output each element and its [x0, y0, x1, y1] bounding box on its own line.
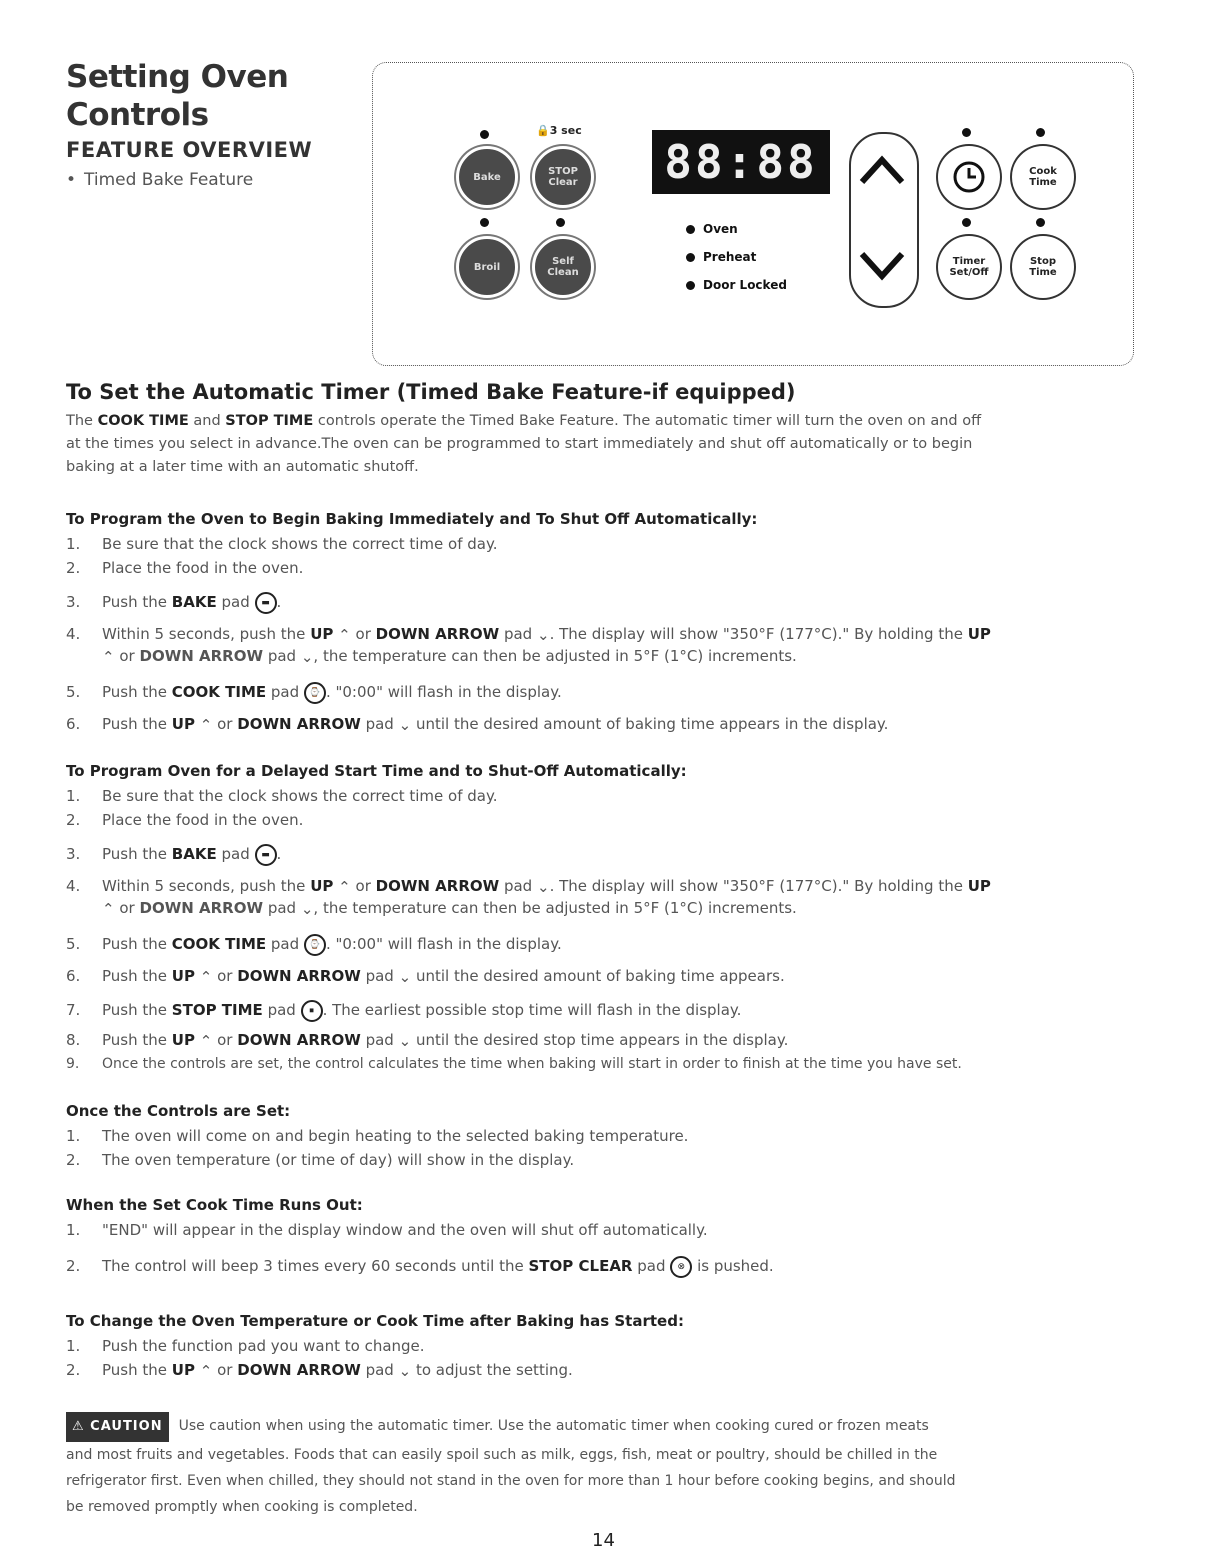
feature-overview-heading: FEATURE OVERVIEW: [66, 138, 313, 162]
list-item-continued: ⌃ or DOWN ARROW pad ⌄, the temperature can then be adjusted in 5°F (1°C) increments.: [102, 647, 797, 666]
stop-time-pad-icon: ⏹: [301, 1000, 323, 1022]
indicator-led: [962, 128, 971, 137]
up-arrow-icon: ⌃: [199, 715, 213, 734]
up-arrow-icon: ⌃: [199, 967, 213, 986]
indicator-led: [480, 130, 489, 139]
list-item: 1. Be sure that the clock shows the correct time of day.: [66, 787, 498, 805]
list-item: 1. "END" will appear in the display window and the oven will shut off automatically.: [66, 1221, 708, 1239]
list-item: 6. Push the UP ⌃ or DOWN ARROW pad ⌄ until the desired amount of baking time appears.: [66, 964, 1146, 989]
self-clean-pad[interactable]: Self Clean: [532, 236, 594, 298]
broil-pad[interactable]: Broil: [456, 236, 518, 298]
caution-paragraph: ⚠ CAUTION Use caution when using the automatic timer. Use the automatic timer when cooking cured or frozen meats and most fruits and vegetables. Foods that can easily spoil such as milk, eggs, fish, meat or poultry, should be chilled in the refrigerator first. Even when chilled, they should not stand in the oven for more than 1 hour before cooking begins, and should be removed promptly when cooking is completed.: [66, 1412, 1146, 1520]
down-arrow-icon: ⌄: [398, 967, 412, 986]
down-arrow-pad[interactable]: [858, 248, 906, 284]
list-item: 2. Place the food in the oven.: [66, 811, 304, 829]
indicator-led: [480, 218, 489, 227]
bake-pad-icon: ▬: [255, 844, 277, 866]
indicator-led: [1036, 218, 1045, 227]
lock-indicator: 🔒3 sec: [536, 124, 582, 137]
status-led: [686, 225, 695, 234]
list-item: 2. Push the UP ⌃ or DOWN ARROW pad ⌄ to adjust the setting.: [66, 1358, 1146, 1383]
stop-clear-pad[interactable]: STOP Clear: [532, 146, 594, 208]
intro-paragraph: The COOK TIME and STOP TIME controls operate the Timed Bake Feature. The automatic timer will turn the oven on and off at the times you select in advance.The oven can be programmed to start immediately and shut off automatically or to begin baking at a later time with an automatic shutoff.: [66, 413, 982, 475]
down-arrow-icon: ⌄: [537, 877, 550, 896]
list-item: 3. Push the BAKE pad ▬ .: [66, 842, 1146, 866]
feature-bullet: • Timed Bake Feature: [66, 170, 254, 190]
bake-pad[interactable]: Bake: [456, 146, 518, 208]
timer-set-off-pad[interactable]: Timer Set/Off: [938, 236, 1000, 298]
status-oven: Oven: [686, 222, 738, 236]
list-item: 4. Within 5 seconds, push the UP ⌃ or DOWN ARROW pad ⌄. The display will show "350°F (177°C)." By holding the UP: [66, 622, 1146, 647]
indicator-led: [962, 218, 971, 227]
list-item: 5. Push the COOK TIME pad ⌚ . "0:00" will flash in the display.: [66, 680, 1146, 704]
indicator-led: [556, 218, 565, 227]
up-arrow-icon: ⌃: [338, 625, 351, 644]
list-item: 1. Push the function pad you want to change.: [66, 1337, 425, 1355]
up-arrow-icon: ⌃: [199, 1031, 213, 1050]
indicator-led: [1036, 128, 1045, 137]
list-item: 1. The oven will come on and begin heating to the selected baking temperature.: [66, 1127, 689, 1145]
status-led: [686, 281, 695, 290]
cook-time-pad[interactable]: Cook Time: [1012, 146, 1074, 208]
section-heading: To Program Oven for a Delayed Start Time and to Shut-Off Automatically:: [66, 762, 687, 780]
down-arrow-icon: ⌄: [398, 715, 412, 734]
control-panel-diagram: [372, 62, 1134, 366]
section-heading: When the Set Cook Time Runs Out:: [66, 1196, 363, 1214]
down-arrow-icon: ⌄: [398, 1031, 412, 1050]
down-arrow-icon: ⌄: [398, 1361, 412, 1380]
clock-pad[interactable]: [938, 146, 1000, 208]
list-item: 6. Push the UP ⌃ or DOWN ARROW pad ⌄ until the desired amount of baking time appears in the display.: [66, 712, 1146, 737]
up-arrow-icon: ⌃: [102, 899, 115, 918]
down-arrow-icon: ⌄: [300, 647, 314, 666]
page-title: Setting Oven Controls: [66, 59, 289, 133]
list-item: 2. Place the food in the oven.: [66, 559, 304, 577]
oven-display: 88:88: [652, 130, 830, 194]
list-item: 2. The control will beep 3 times every 60 seconds until the STOP CLEAR pad ⊗ is pushed.: [66, 1254, 1146, 1278]
list-item: 2. The oven temperature (or time of day) will show in the display.: [66, 1151, 575, 1169]
cook-time-pad-icon: ⌚: [304, 682, 326, 704]
clock-icon: [952, 160, 986, 194]
status-led: [686, 253, 695, 262]
list-item: 9. Once the controls are set, the control calculates the time when baking will start in order to finish at the time you have set.: [66, 1056, 962, 1072]
section-heading: Once the Controls are Set:: [66, 1102, 291, 1120]
stop-clear-pad-icon: ⊗: [670, 1256, 692, 1278]
up-arrow-icon: ⌃: [199, 1361, 213, 1380]
down-arrow-icon: ⌄: [300, 899, 314, 918]
stop-time-pad[interactable]: Stop Time: [1012, 236, 1074, 298]
timer-heading: To Set the Automatic Timer (Timed Bake Feature-if equipped): [66, 380, 796, 404]
down-arrow-icon: ⌄: [537, 625, 550, 644]
up-arrow-icon: ⌃: [102, 647, 115, 666]
caution-badge: ⚠ CAUTION: [66, 1412, 169, 1442]
list-item: 7. Push the STOP TIME pad ⏹ . The earliest possible stop time will flash in the display.: [66, 998, 1146, 1022]
list-item-continued: ⌃ or DOWN ARROW pad ⌄, the temperature can then be adjusted in 5°F (1°C) increments.: [102, 899, 797, 918]
up-arrow-icon: ⌃: [338, 877, 351, 896]
status-door-locked: Door Locked: [686, 278, 787, 292]
list-item: 8. Push the UP ⌃ or DOWN ARROW pad ⌄ until the desired stop time appears in the display.: [66, 1028, 1146, 1053]
list-item: 1. Be sure that the clock shows the correct time of day.: [66, 535, 498, 553]
list-item: 5. Push the COOK TIME pad ⌚ . "0:00" will flash in the display.: [66, 932, 1146, 956]
page-number: 14: [592, 1530, 615, 1551]
section-heading: To Change the Oven Temperature or Cook Time after Baking has Started:: [66, 1312, 684, 1330]
cook-time-pad-icon: ⌚: [304, 934, 326, 956]
status-preheat: Preheat: [686, 250, 756, 264]
section-heading: To Program the Oven to Begin Baking Immediately and To Shut Off Automatically:: [66, 510, 758, 528]
up-arrow-pad[interactable]: [858, 152, 906, 188]
list-item: 4. Within 5 seconds, push the UP ⌃ or DOWN ARROW pad ⌄. The display will show "350°F (177°C)." By holding the UP: [66, 874, 1146, 899]
bake-pad-icon: ▬: [255, 592, 277, 614]
list-item: 3. Push the BAKE pad ▬ .: [66, 590, 1146, 614]
